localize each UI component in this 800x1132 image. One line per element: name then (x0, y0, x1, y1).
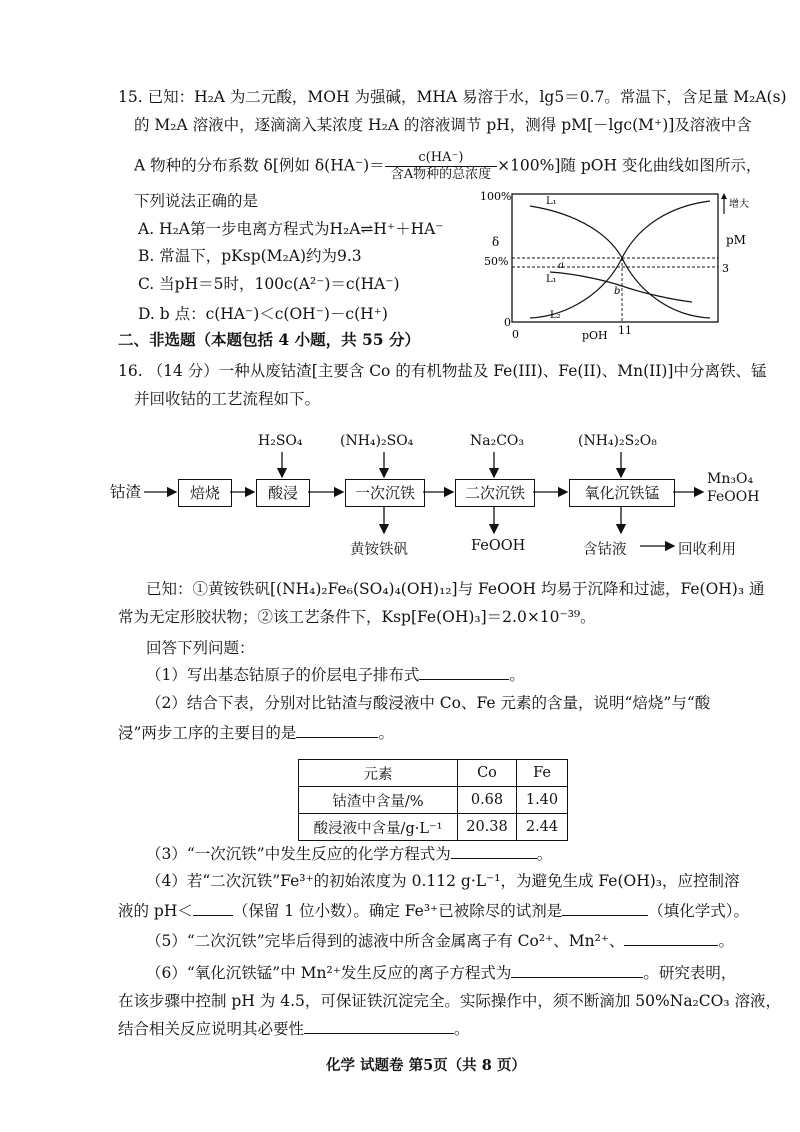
sub-q6b: 在该步骤中控制 pH 为 4.5，可保证铁沉淀完全。实际操作中，须不断滴加 50%Na₂CO₃ 溶液， (118, 992, 781, 1010)
table-cell: 0.68 (458, 787, 517, 814)
sub-q1-text: （1）写出基态钴原子的价层电子排布式 (146, 666, 420, 684)
q16-line1: 16. （14 分）一种从废钴渣[主要含 Co 的有机物盐及 Fe(III)、Fe(II)、Mn(II)]中分离铁、锰 (118, 362, 767, 380)
table-header: Co (458, 760, 517, 787)
answer-blank-1[interactable] (419, 665, 509, 680)
recycle-label: 回收利用 (678, 542, 736, 558)
answer-blank-4a[interactable] (193, 901, 233, 916)
table-cell: 钴渣中含量/% (299, 787, 458, 814)
table-row (299, 814, 568, 841)
sub-q4b-mid: （保留 1 位小数）。确定 Fe³⁺已被除尽的试剂是 (232, 902, 563, 920)
flow-step-iron-removal-1: 一次沉铁 (345, 479, 425, 507)
y-label-100: 100% (480, 190, 512, 203)
right-axis-label: pM (726, 233, 746, 247)
curve-label-l1-mid: L₁ (546, 274, 557, 285)
answer-blank-2[interactable] (296, 723, 378, 738)
product-feooh-out: FeOOH (707, 489, 760, 505)
answer-blank-3[interactable] (451, 844, 537, 859)
reagent-persulfate: (NH₄)₂S₂O₈ (578, 433, 657, 449)
q15-option-a: A. H₂A第一步电离方程式为H₂A⇌H⁺＋HA⁻ (138, 220, 444, 238)
sub-q3-text: （3）“一次沉铁”中发生反应的化学方程式为 (146, 845, 451, 863)
q15-line3-pre: A 物种的分布系数 δ[例如 δ(HA⁻)＝ (134, 156, 385, 175)
sub-q1-end: 。 (509, 666, 525, 684)
q15-option-c: C. 当pH＝5时，100c(A²⁻)＝c(HA⁻) (138, 275, 400, 293)
y-label-50: 50% (484, 255, 509, 268)
sub-q2a: （2）结合下表，分别对比钴渣与酸浸液中 Co、Fe 元素的含量，说明“焙烧”与“酸 (146, 694, 711, 712)
answer-intro: 回答下列问题： (146, 639, 255, 657)
left-axis-label: δ (492, 235, 500, 249)
table-header: 元素 (299, 760, 458, 787)
table-cell: 2.44 (517, 814, 568, 841)
sub-q2b-text: 浸”两步工序的主要目的是 (118, 724, 297, 742)
flow-step-oxidation: 氧化沉铁锰 (569, 479, 675, 507)
byproduct-feooh: FeOOH (471, 538, 526, 554)
sub-q4a: （4）若“二次沉铁”Fe³⁺的初始浓度为 0.112 g·L⁻¹，为避免生成 Fe(OH)₃，应控制溶 (146, 872, 740, 890)
q15-line1: 15. 已知：H₂A 为二元酸，MOH 为强碱，MHA 易溶于水，lg5＝0.7。常温下，含足量 M₂A(s) (118, 88, 787, 106)
x-label-0: 0 (512, 328, 519, 341)
sub-q1 (146, 664, 525, 686)
sub-q3 (146, 843, 552, 865)
x-tick-11: 11 (618, 324, 632, 337)
q15-line4: 下列说法正确的是 (134, 192, 259, 210)
q15-option-d: D. b 点：c(HA⁻)＜c(OH⁻)－c(H⁺) (138, 305, 388, 323)
q15-line2: 的 M₂A 溶液中，逐滴滴入某浓度 H₂A 的溶液调节 pH，测得 pM[－lgc(M⁺)]及溶液中含 (134, 116, 752, 134)
sub-q6c (118, 1018, 470, 1040)
fraction-numerator: c(HA⁻) (385, 150, 497, 167)
table-row (299, 787, 568, 814)
y-label-0: 0 (504, 316, 511, 329)
fraction-denominator: 含A物种的总浓度 (390, 167, 492, 182)
sub-q6a (146, 962, 736, 984)
byproduct-cobalt-liquor: 含钴液 (583, 542, 627, 558)
point-b-label: b (614, 286, 621, 297)
sub-q4b-pre: 液的 pH＜ (118, 902, 193, 920)
sub-q5-text: （5）“二次沉铁”完毕后得到的滤液中所含金属离子有 Co²⁺、Mn²⁺、 (146, 932, 625, 950)
sub-q6c-text: 结合相关反应说明其必要性 (118, 1020, 305, 1038)
reagent-nh4-2so4: (NH₄)₂SO₄ (340, 433, 414, 449)
section-2-heading: 二、非选题（本题包括 4 小题，共 55 分） (118, 330, 420, 349)
sub-q3-end: 。 (536, 845, 553, 863)
answer-blank-6a[interactable] (511, 963, 643, 978)
sub-q6a-end: 。研究表明， (643, 964, 737, 982)
byproduct-jarosite: 黄铵铁矾 (350, 542, 408, 558)
q15-line3-post: ×100%]随 pOH 变化曲线如图所示， (497, 156, 762, 175)
q15-option-b: B. 常温下，pKsp(M₂A)约为9.3 (138, 247, 362, 265)
sub-q5 (146, 930, 734, 952)
flow-step-roast: 焙烧 (178, 479, 232, 507)
answer-blank-6b[interactable] (304, 1019, 454, 1034)
sub-q6c-end: 。 (454, 1020, 470, 1038)
table-cell: 酸浸液中含量/g·L⁻¹ (299, 814, 458, 841)
increase-label: 增大 (729, 199, 749, 210)
x-axis-label: pOH (582, 329, 608, 342)
table-cell: 20.38 (458, 814, 517, 841)
curve-label-l1-top: L₁ (546, 196, 557, 207)
curve-label-l2: L₂ (550, 310, 561, 321)
reagent-na2co3: Na₂CO₃ (470, 433, 525, 449)
flow-start: 钴渣 (110, 483, 142, 501)
sub-q2b-end: 。 (378, 724, 394, 742)
table-cell: 1.40 (517, 787, 568, 814)
point-a-label: a (558, 260, 564, 271)
sub-q2b (118, 722, 394, 744)
sub-q4b-end: （填化学式）。 (648, 902, 750, 920)
product-mn3o4: Mn₃O₄ (707, 471, 754, 487)
known-line1: 已知：①黄铵铁矾[(NH₄)₂Fe₆(SO₄)₄(OH)₁₂]与 FeOOH 均易于沉降和过滤，Fe(OH)₃ 通 (146, 580, 765, 598)
q16-line2: 并回收钴的工艺流程如下。 (134, 390, 321, 408)
answer-blank-4b[interactable] (562, 901, 648, 916)
known-line2: 常为无定形胶状物；②该工艺条件下，Ksp[Fe(OH)₃]＝2.0×10⁻³⁹。 (118, 608, 596, 626)
page-footer: 化学 试题卷 第5页（共 8 页） (326, 1057, 526, 1074)
sub-q6a-text: （6）“氧化沉铁锰”中 Mn²⁺发生反应的离子方程式为 (146, 964, 512, 982)
answer-blank-5[interactable] (624, 931, 718, 946)
reagent-h2so4: H₂SO₄ (258, 433, 303, 449)
sub-q4b (118, 900, 749, 922)
table-header: Fe (517, 760, 568, 787)
flow-step-iron-removal-2: 二次沉铁 (455, 479, 535, 507)
sub-q5-end: 。 (718, 932, 734, 950)
flow-step-acid-leach: 酸浸 (256, 479, 310, 507)
table-header-row (299, 760, 568, 787)
right-tick-3: 3 (722, 262, 729, 275)
content-table (298, 759, 568, 841)
